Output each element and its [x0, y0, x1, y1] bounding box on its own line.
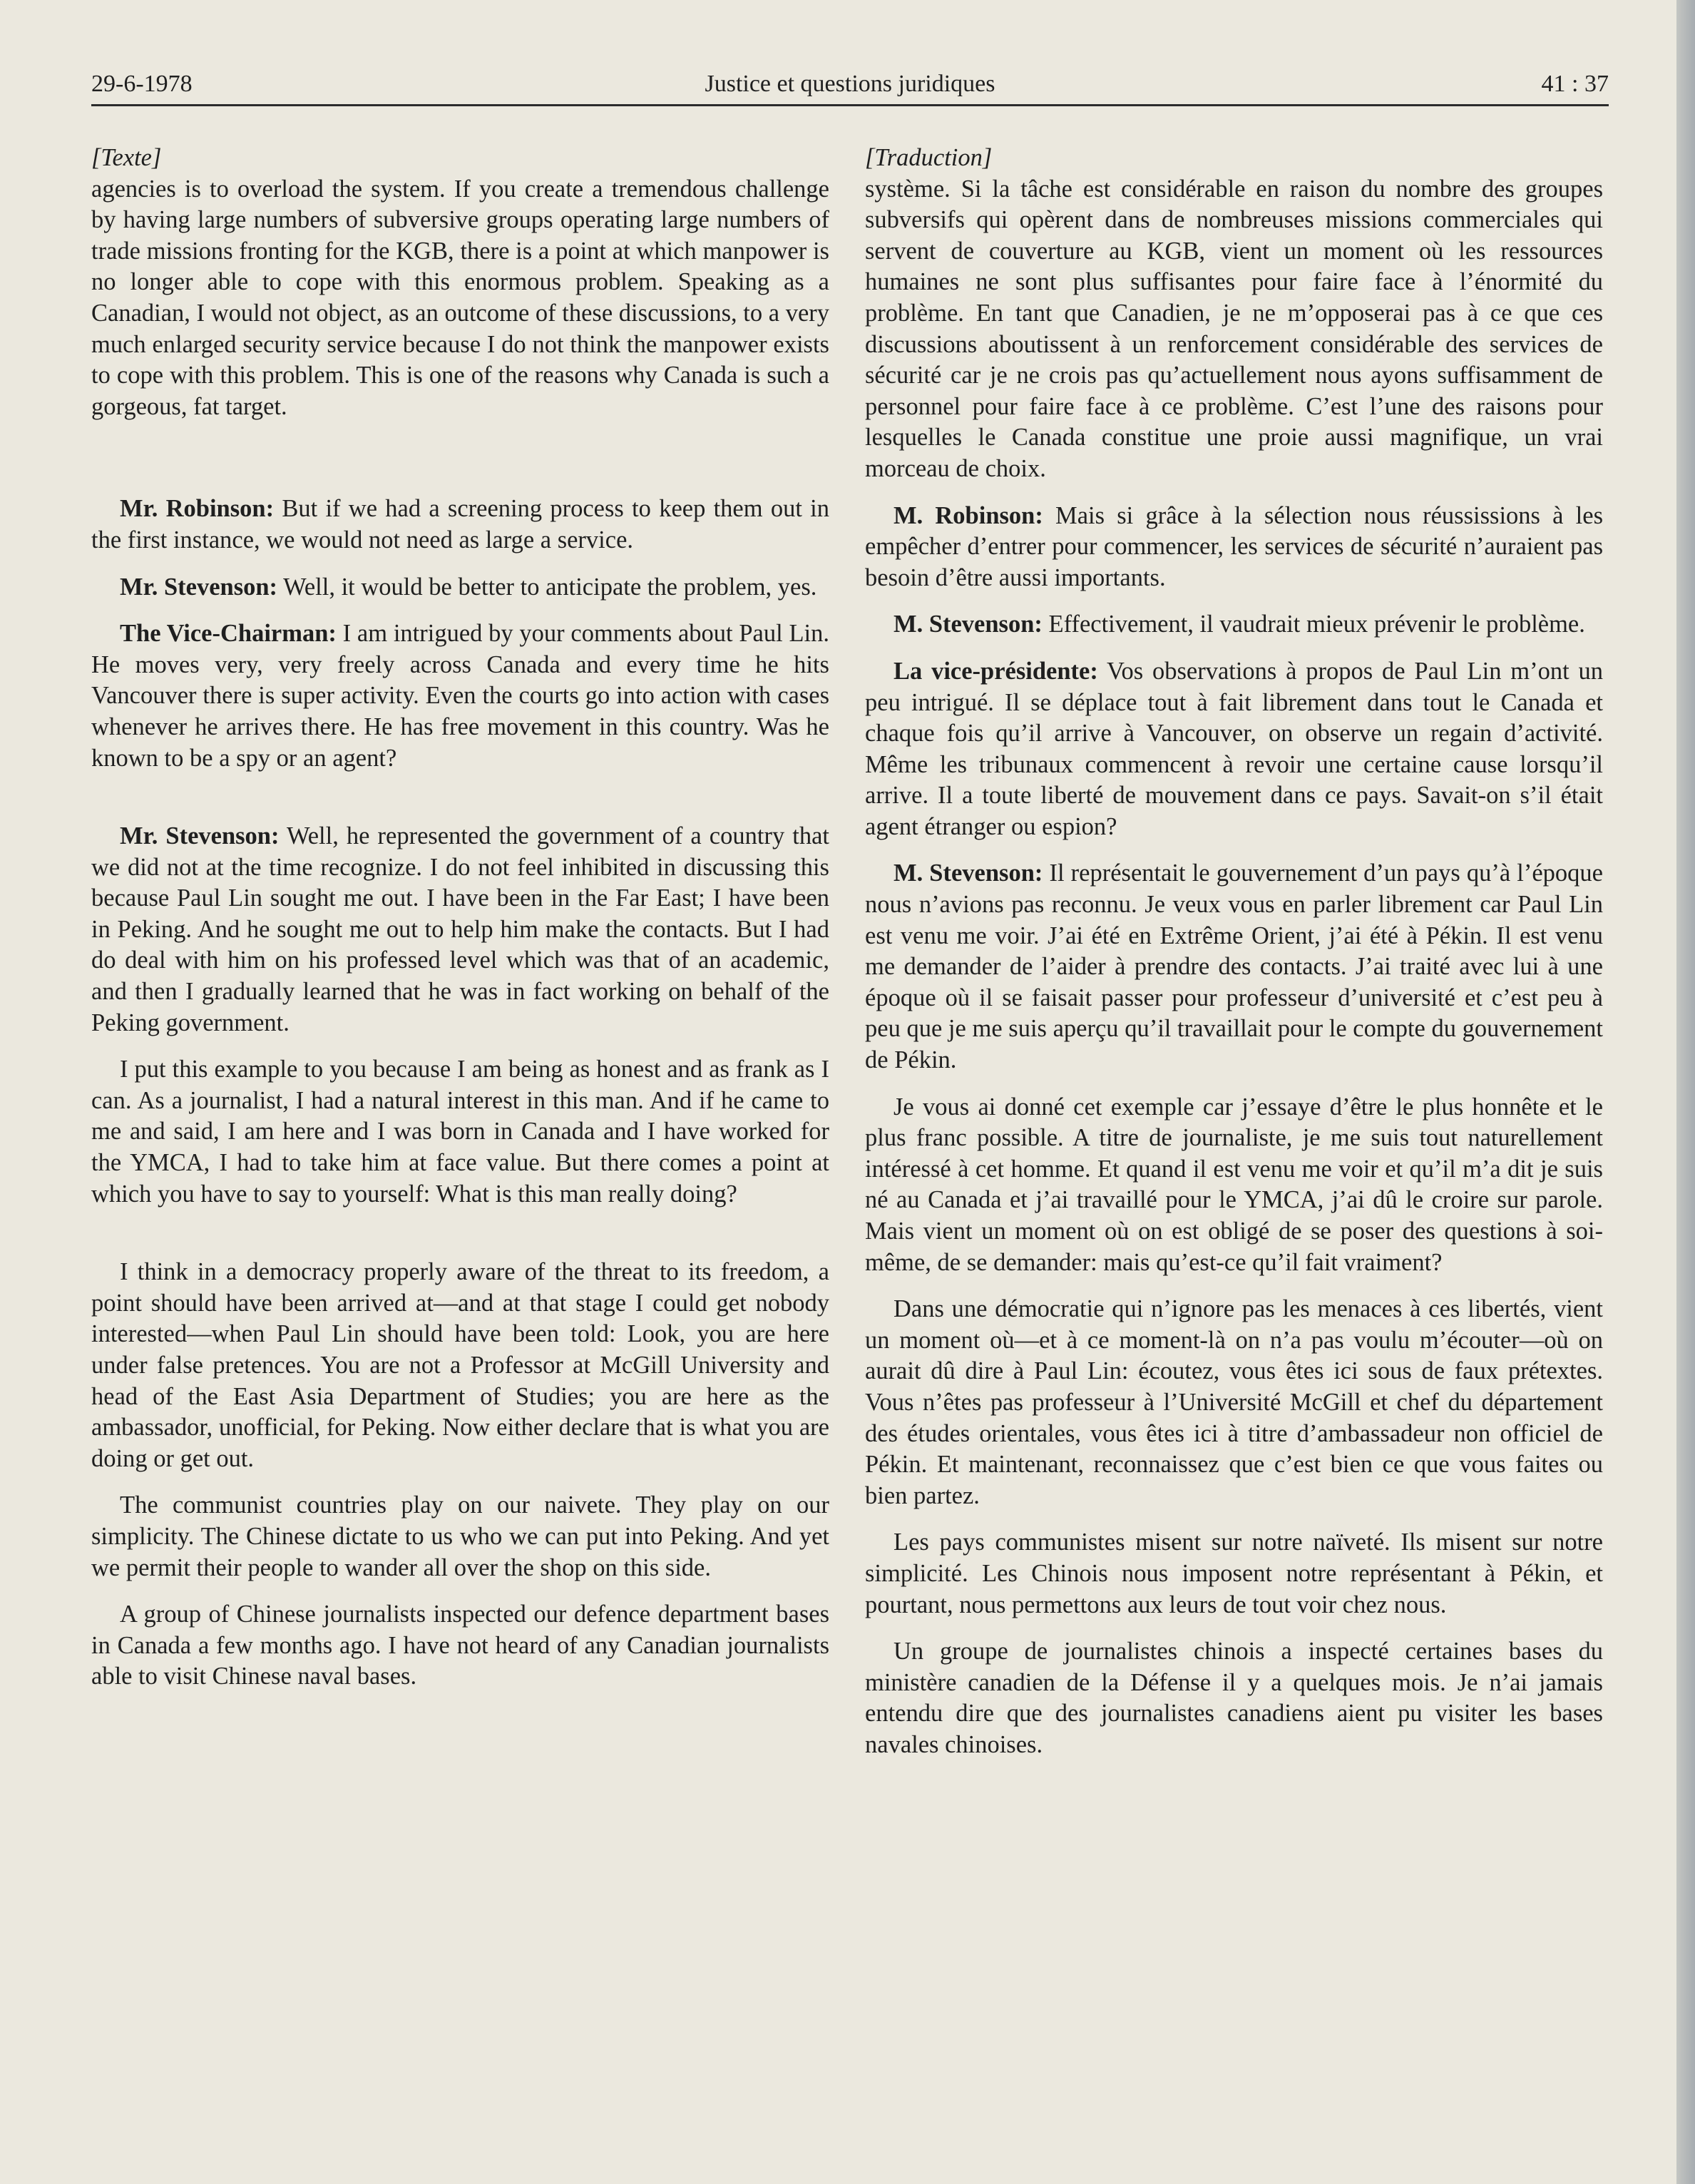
speaker-name: Mr. Robinson:	[120, 495, 275, 523]
right-paragraph-9: Un groupe de journalistes chinois a inspecté certaines bases du ministère canadien de la Défense il y a quelques mois. Je n’ai jamais entendu dire que des journalistes canadiens aient pu visiter les bases navales chinoises.	[865, 1638, 1603, 1758]
header-title: Justice et questions juridiques	[705, 71, 995, 97]
left-paragraph-6: I put this example to you because I am being as honest and as frank as I can. As a journalist, I had a natural interest in this man. And if he came to me and said, I am here and I was born in Canada and I have worked for the YMCA, I had to take him at face value. But there comes a point at which you have to say to yourself: What is this man really doing?	[91, 1056, 829, 1208]
right-paragraph-1: système. Si la tâche est considérable en raison du nombre des groupes subversifs qui opèrent dans de nombreuses missions commerciales qui servent de couverture au KGB, vient un moment où les ressources humaines ne sont plus suffisantes pour faire face à l’énormité du problème. En tant que Canadien, je ne m’opposerai pas à ce que ces discussions aboutissent à un renforcement considérable des services de sécurité car je ne crois pas qu’actuellement nous ayons suffisamment de personnel pour faire face à ce problème. C’est l’une des raisons pour lesquelles le Canada constitue une proie aussi magnifique, un vrai morceau de choix.	[865, 175, 1603, 482]
english-column	[91, 143, 829, 1693]
left-paragraph-8: The communist countries play on our naivete. They play on our simplicity. The Chinese dictate to us who we can put into Peking. And yet we permit their people to wander all over the shop on this side.	[91, 1491, 829, 1581]
header-page-number: 41 : 37	[1541, 71, 1609, 97]
right-paragraph-3: M. Stevenson: Effectivement, il vaudrait mieux prévenir le problème.	[893, 611, 1585, 638]
page-header	[91, 68, 1609, 104]
speaker-name: Mr. Stevenson:	[120, 573, 278, 601]
speaker-name: M. Robinson:	[893, 501, 1043, 529]
left-paragraph-2: Mr. Robinson: But if we had a screening process to keep them out in the first instance, we would not need as large a service.	[91, 495, 830, 553]
left-paragraph-1: agencies is to overload the system. If you create a tremendous challenge by having large numbers of subversive groups operating large numbers of trade missions fronting for the KGB, there is a point at which manpower is no longer able to cope with this enormous problem. Speaking as a Canadian, I would not object, as an outcome of these discussions, to a very much enlarged security service because I do not think the manpower exists to cope with this problem. This is one of the reasons why Canada is such a gorgeous, fat target.	[91, 175, 829, 420]
right-paragraph-2: M. Robinson: Mais si grâce à la sélection nous réussissions à les empêcher d’entrer pour commencer, les services de sécurité n’auraient pas besoin d’être aussi importants.	[865, 501, 1603, 591]
speaker-name: M. Stevenson:	[893, 859, 1043, 887]
left-tag: [Texte]	[91, 144, 162, 171]
header-date: 29-6-1978	[91, 71, 193, 97]
right-paragraph-7: Dans une démocratie qui n’ignore pas les menaces à ces libertés, vient un moment où—et à ce moment-là on n’a pas voulu m’écouter—où on aurait dû dire à Paul Lin: écoutez, vous êtes ici sous de faux prétextes. Vous n’êtes pas professeur à l’Université McGill et chef du département des études orientales, vous êtes ici à titre d’ambassadeur non officiel de Pékin. Et maintenant, reconnaissez que c’est bien ce que vous faites ou bien partez.	[865, 1295, 1603, 1509]
right-tag: [Traduction]	[865, 144, 993, 171]
header-rule	[91, 104, 1609, 106]
speaker-name: Mr. Stevenson:	[120, 822, 280, 850]
left-paragraph-5: Mr. Stevenson: Well, he represented the government of a country that we did not at the time recognize. I do not feel inhibited in discussing this because Paul Lin sought me out. I have been in the Far East; I have been in Peking. And he sought me out to help him make the contacts. But I had do deal with him on his professed level which was that of an academic, and then I gradually learned that he was in fact working on behalf of the Peking government.	[91, 822, 829, 1036]
french-column	[865, 143, 1603, 1761]
right-paragraph-4: La vice-présidente: Vos observations à propos de Paul Lin m’ont un peu intrigué. Il se déplace tout à fait librement dans tout le Canada et chaque fois qu’il arrive à Vancouver, on observe un regain d’activité. Même les tribunaux commencent à revoir une certaine cause lorsqu’il arrive. Il a toute liberté de mouvement dans ce pays. Savait-on s’il était agent étranger ou espion?	[865, 657, 1603, 840]
speaker-name: M. Stevenson:	[893, 611, 1043, 638]
right-paragraph-5: M. Stevenson: Il représentait le gouvernement d’un pays qu’à l’époque nous n’avions pas reconnu. Je veux vous en parler librement car Paul Lin est venu me voir. J’ai été en Extrême Orient, j’ai été à Pékin. Il est venu me demander de l’aider à prendre des contacts. J’ai traité avec lui à une époque où il se faisait passer pour professeur d’université et c’est peu à peu que je me suis aperçu qu’il travaillait pour le compte du gouvernement de Pékin.	[865, 859, 1603, 1074]
right-paragraph-8: Les pays communistes misent sur notre naïveté. Ils misent sur notre simplicité. Les Chinois nous imposent notre représentant à Pékin, et pourtant, nous permettons aux leurs de tout voir chez nous.	[865, 1529, 1603, 1618]
left-paragraph-7: I think in a democracy properly aware of the threat to its freedom, a point should have been arrived at—and at that stage I could get nobody interested—when Paul Lin should have been told: Look, you are here under false pretences. You are not a Professor at McGill University and head of the East Asia Department of Studies; you are here as the ambassador, unofficial, for Peking. Now either declare that is what you are doing or get out.	[91, 1258, 829, 1472]
left-paragraph-3: Mr. Stevenson: Well, it would be better to anticipate the problem, yes.	[120, 573, 817, 601]
left-paragraph-4: The Vice-Chairman: I am intrigued by your comments about Paul Lin. He moves very, very freely across Canada and every time he hits Vancouver there is super activity. Even the courts go into action with cases whenever he arrives there. He has free movement in this country. Was he known to be a spy or an agent?	[91, 620, 829, 772]
right-paragraph-6: Je vous ai donné cet exemple car j’essaye d’être le plus honnête et le plus franc possible. A titre de journaliste, je me suis tout naturellement intéressé à cet homme. Et quand il est venu me voir et qu’il m’a dit je suis né au Canada et j’ai travaillé pour le YMCA, j’ai dû le croire sur parole. Mais vient un moment où on est obligé de se poser des questions à soi-même, de se demander: mais qu’est-ce qu’il fait vraiment?	[865, 1093, 1603, 1276]
speaker-name: La vice-présidente:	[893, 657, 1098, 685]
left-paragraph-9: A group of Chinese journalists inspected our defence department bases in Canada a few months ago. I have not heard of any Canadian journalists able to visit Chinese naval bases.	[91, 1601, 829, 1690]
speaker-name: The Vice-Chairman:	[120, 620, 337, 648]
page-edge	[1676, 0, 1695, 2184]
